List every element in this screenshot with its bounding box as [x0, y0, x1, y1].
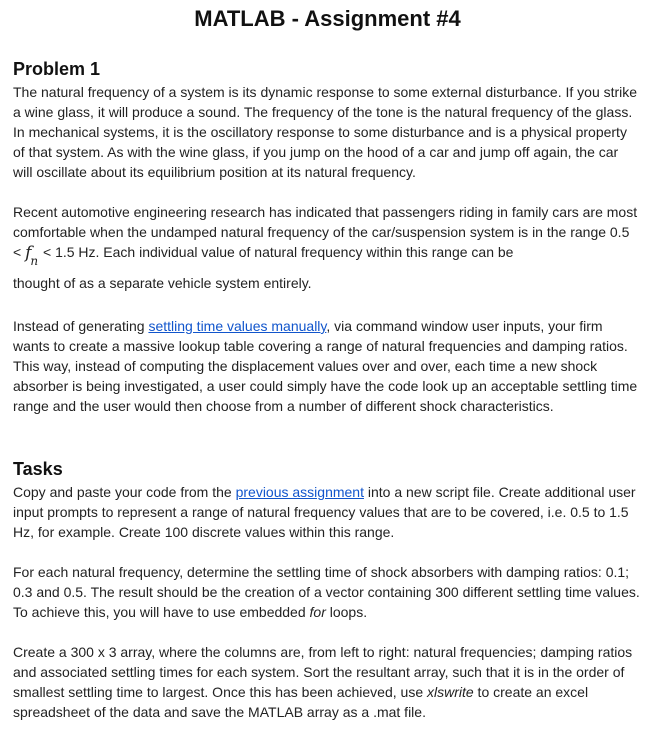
- problem-paragraph-2-last-line: thought of as a separate vehicle system entirely.: [13, 275, 312, 291]
- natural-frequency-subscript: n: [30, 254, 39, 268]
- previous-assignment-link[interactable]: previous assignment: [235, 484, 364, 500]
- tasks-heading: Tasks: [13, 459, 63, 479]
- tasks-paragraph-1-text-end: into a new script file. Create additional user input prompts to represent a range of natural frequency values that are to be covered, i.e. 0.5 to 1.5 Hz, for example. Create 100 discrete values within this range.: [13, 484, 636, 540]
- problem-paragraph-2-text: Recent automotive engineering research has indicated that passengers riding in family cars are most comfortable when the undamped natural frequency of the car/suspension system is in the range 0.5 <: [13, 204, 638, 260]
- tasks-paragraph-2: [13, 562, 641, 622]
- tasks-paragraph-3: [13, 642, 641, 722]
- document-title: MATLAB - Assignment #4: [194, 6, 461, 31]
- tasks-paragraph-1: [13, 482, 641, 542]
- problem-paragraph-3-text: Instead of generating: [13, 318, 149, 334]
- tasks-paragraph-1-text: Copy and paste your code from the: [13, 484, 236, 500]
- tasks-paragraph-2-text-end: loops.: [325, 604, 368, 620]
- tasks-paragraph-3-text: Create a 300 x 3 array, where the columns are, from left to right: natural frequencies; damping ratios and associated settling times for each system. Sort the resultant array, such that it is in the order of smallest settling time to largest. Once this has been achieved, use: [13, 644, 633, 700]
- for-keyword: for: [309, 604, 326, 620]
- tasks-paragraph-3-text-end: to create an excel spreadsheet of the data and save the MATLAB array as a .mat file.: [13, 684, 589, 720]
- problem-paragraph-1: The natural frequency of a system is its dynamic response to some external disturbance. If you strike a wine glass, it will produce a sound. The frequency of the tone is the natural frequency of the glass. In mechanical systems, it is the oscillatory response to some disturbance and is a physical property of that system. As with the wine glass, if you jump on the hood of a car and jump off again, the car will oscillate about its equilibrium position at its natural frequency.: [13, 84, 638, 180]
- xlswrite-keyword: xlswrite: [427, 684, 474, 700]
- problem-paragraph-2-text-end: < 1.5 Hz. Each individual value of natural frequency within this range can be: [39, 244, 514, 260]
- problem-heading: Problem 1: [13, 59, 101, 79]
- problem-paragraph-3-text-end: , via command window user inputs, your firm wants to create a massive lookup table covering a range of natural frequencies and damping ratios. This way, instead of computing the displacement values over and over, each time a new shock absorber is being investigated, a user could simply have the code look up an acceptable settling time range and the user would then choose from a number of different shock characteristics.: [13, 318, 638, 414]
- settling-time-link[interactable]: settling time values manually: [148, 318, 327, 334]
- problem-paragraph-3: [13, 316, 641, 416]
- problem-paragraph-2: [13, 202, 641, 293]
- natural-frequency-symbol: f: [25, 243, 32, 263]
- tasks-paragraph-2-text: For each natural frequency, determine the settling time of shock absorbers with damping ratios: 0.1; 0.3 and 0.5. The result should be the creation of a vector containing 300 different settling time values. To achieve this, you will have to use embedded: [13, 564, 640, 620]
